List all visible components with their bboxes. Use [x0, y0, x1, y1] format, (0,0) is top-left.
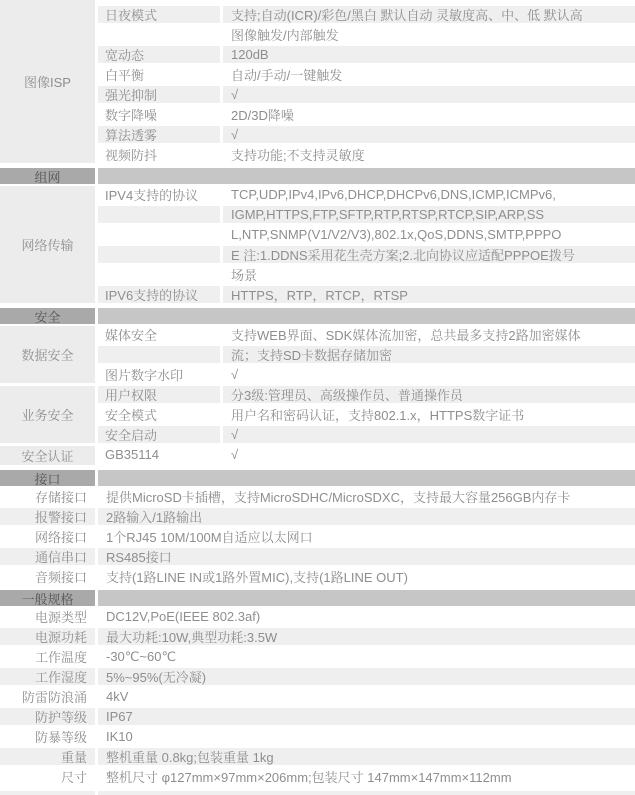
spec-value: 支持(1路LINE IN或1路外置MIC),支持(1路LINE OUT)	[106, 570, 408, 585]
spec-label: 视频防抖	[98, 146, 223, 163]
spec-label: 宽动态	[98, 46, 223, 63]
spec-value: 1个RJ45 10M/100M自适应以太网口	[106, 530, 313, 545]
section-header-label: 一般规格	[0, 590, 98, 606]
spec-value: 图像触发/内部触发	[231, 28, 339, 43]
section-header-label: 安全	[0, 308, 98, 324]
spec-value: 整机尺寸 φ127mm×97mm×206mm;包装尺寸 147mm×147mm×112mm	[106, 770, 512, 785]
spec-row	[98, 106, 635, 126]
spec-label: 白平衡	[98, 66, 223, 83]
spec-row	[98, 286, 635, 306]
spec-row	[98, 6, 635, 26]
spec-row	[98, 406, 635, 426]
spec-row	[98, 86, 635, 106]
spec-value: -30℃~60℃	[106, 648, 177, 664]
spec-row	[0, 648, 635, 668]
spec-label: 防雷防浪涌	[0, 688, 98, 705]
spec-value: 支持功能;不支持灵敏度	[231, 148, 365, 163]
spec-rows	[0, 608, 635, 788]
spec-label	[98, 226, 223, 243]
spec-row	[0, 768, 635, 788]
spec-label: IPV6支持的协议	[98, 286, 223, 303]
category-cell: 数据安全	[0, 326, 98, 386]
spec-value: DC12V,PoE(IEEE 802.3af)	[106, 609, 261, 624]
section-header-band	[98, 168, 635, 184]
spec-row	[0, 628, 635, 648]
spec-row	[98, 346, 635, 366]
spec-value: HTTPS，RTP，RTCP，RTSP	[223, 286, 635, 303]
spec-label: GB35114	[98, 446, 223, 463]
spec-value: 5%~95%(无冷凝)	[98, 668, 635, 685]
spec-label: 报警接口	[0, 508, 98, 525]
spec-group	[0, 608, 635, 788]
spec-value: 最大功耗:10W,典型功耗:3.5W	[98, 628, 635, 645]
spec-label: 防护等级	[0, 708, 98, 725]
spec-row	[0, 528, 635, 548]
spec-label: 存储接口	[0, 488, 98, 505]
spec-label	[98, 246, 223, 263]
spec-rows	[0, 488, 635, 588]
spec-label: 电源类型	[0, 608, 98, 625]
category-cell: 网络传输	[0, 186, 98, 306]
spec-row	[0, 728, 635, 748]
category-cell: 图像ISP	[0, 0, 98, 166]
spec-row	[98, 26, 635, 46]
clipped-bottom-row	[0, 791, 635, 795]
section-header-label: 组网	[0, 168, 98, 184]
spec-group	[0, 488, 635, 588]
spec-label: 防暴等级	[0, 728, 98, 745]
section-header-band	[98, 470, 635, 486]
spec-row	[0, 688, 635, 708]
spec-value: 用户名和密码认证，支持802.1.x，HTTPS数字证书	[231, 408, 525, 423]
spec-value: √	[223, 86, 635, 103]
spec-label	[98, 266, 223, 283]
spec-row	[98, 246, 635, 266]
section-header-row	[0, 468, 635, 488]
spec-label	[98, 206, 223, 223]
spec-row	[98, 426, 635, 446]
spec-row	[0, 548, 635, 568]
spec-row	[0, 568, 635, 588]
spec-label: 媒体安全	[98, 326, 223, 343]
spec-group	[0, 326, 635, 386]
spec-rows	[98, 326, 635, 386]
spec-rows	[98, 186, 635, 306]
spec-value: RS485接口	[98, 548, 635, 565]
section-header-row	[0, 588, 635, 608]
spec-row	[0, 708, 635, 728]
spec-label: 重量	[0, 748, 98, 765]
spec-label: 安全启动	[98, 426, 223, 443]
spec-group	[0, 186, 635, 306]
spec-label: 算法透雾	[98, 126, 223, 143]
spec-label	[98, 26, 223, 43]
spec-value: √	[223, 426, 635, 443]
spec-label: 用户权限	[98, 386, 223, 403]
section-header-band	[98, 590, 635, 606]
spec-value: 流；支持SD卡数据存储加密	[223, 346, 635, 363]
spec-label: 网络接口	[0, 528, 98, 545]
spec-row	[98, 446, 635, 466]
spec-row	[98, 66, 635, 86]
spec-row	[98, 126, 635, 146]
spec-row	[98, 206, 635, 226]
spec-value: IK10	[106, 729, 133, 744]
spec-rows	[98, 446, 635, 468]
spec-value: √	[223, 126, 635, 143]
clipped-bottom-label-cell	[0, 791, 98, 795]
spec-value: L,NTP,SNMP(V1/V2/V3),802.1x,QoS,DDNS,SMTP,PPPO	[231, 227, 562, 242]
spec-label: 电源功耗	[0, 628, 98, 645]
spec-label: 尺寸	[0, 768, 98, 785]
spec-label	[98, 346, 223, 363]
section-header-row	[0, 306, 635, 326]
spec-group	[0, 446, 635, 468]
spec-row	[98, 146, 635, 166]
spec-label: 工作湿度	[0, 668, 98, 685]
spec-label: 安全模式	[98, 406, 223, 423]
spec-rows	[98, 0, 635, 166]
spec-label: 日夜模式	[98, 6, 223, 23]
section-header-row	[0, 166, 635, 186]
spec-value: IGMP,HTTPS,FTP,SFTP,RTP,RTSP,RTCP,SIP,ARP,SS	[223, 206, 635, 223]
spec-value: √	[231, 447, 239, 462]
spec-row	[0, 748, 635, 768]
spec-label: IPV4支持的协议	[98, 186, 223, 203]
spec-value: 2D/3D降噪	[231, 108, 294, 123]
spec-row	[98, 186, 635, 206]
spec-value: √	[231, 367, 239, 382]
spec-value: 4kV	[106, 689, 129, 704]
spec-value: E 注:1.DDNS采用花生壳方案;2.北向协议应适配PPPOE拨号	[223, 246, 635, 263]
spec-value: 提供MicroSD卡插槽，支持MicroSDHC/MicroSDXC，支持最大容量256GB内存卡	[106, 490, 571, 505]
spec-row	[98, 326, 635, 346]
section-header-label: 接口	[0, 470, 98, 486]
spec-value: 2路输入/1路输出	[98, 508, 635, 525]
spec-row	[98, 386, 635, 406]
spec-group	[0, 0, 635, 166]
spec-rows	[98, 386, 635, 446]
spec-value: 分3级:管理员、高级操作员、普通操作员	[223, 386, 635, 403]
spec-label: 图片数字水印	[98, 366, 223, 383]
clipped-bottom-value-cell	[98, 791, 635, 795]
spec-value: 场景	[231, 268, 258, 283]
spec-value: TCP,UDP,IPv4,IPv6,DHCP,DHCPv6,DNS,ICMP,ICMPv6,	[231, 187, 556, 202]
category-cell: 业务安全	[0, 386, 98, 446]
spec-row	[0, 508, 635, 528]
spec-label: 音频接口	[0, 568, 98, 585]
spec-label: 工作温度	[0, 648, 98, 665]
spec-value: 自动/手动/一键触发	[231, 68, 343, 83]
spec-row	[0, 668, 635, 688]
spec-value: 整机重量 0.8kg;包装重量 1kg	[98, 748, 635, 765]
spec-label: 数字降噪	[98, 106, 223, 123]
spec-row	[0, 488, 635, 508]
category-cell: 安全认证	[0, 446, 98, 468]
spec-row	[98, 226, 635, 246]
spec-row	[98, 266, 635, 286]
spec-label: 通信串口	[0, 548, 98, 565]
spec-row	[0, 608, 635, 628]
spec-value: IP67	[98, 708, 635, 725]
spec-label: 强光抑制	[98, 86, 223, 103]
spec-value: 支持;自动(ICR)/彩色/黑白 默认自动 灵敏度高、中、低 默认高	[223, 6, 635, 23]
spec-value: 支持WEB界面、SDK媒体流加密，总共最多支持2路加密媒体	[231, 328, 581, 343]
spec-row	[98, 366, 635, 386]
spec-group	[0, 386, 635, 446]
spec-row	[98, 46, 635, 66]
section-header-band	[98, 308, 635, 324]
spec-value: 120dB	[223, 46, 635, 63]
